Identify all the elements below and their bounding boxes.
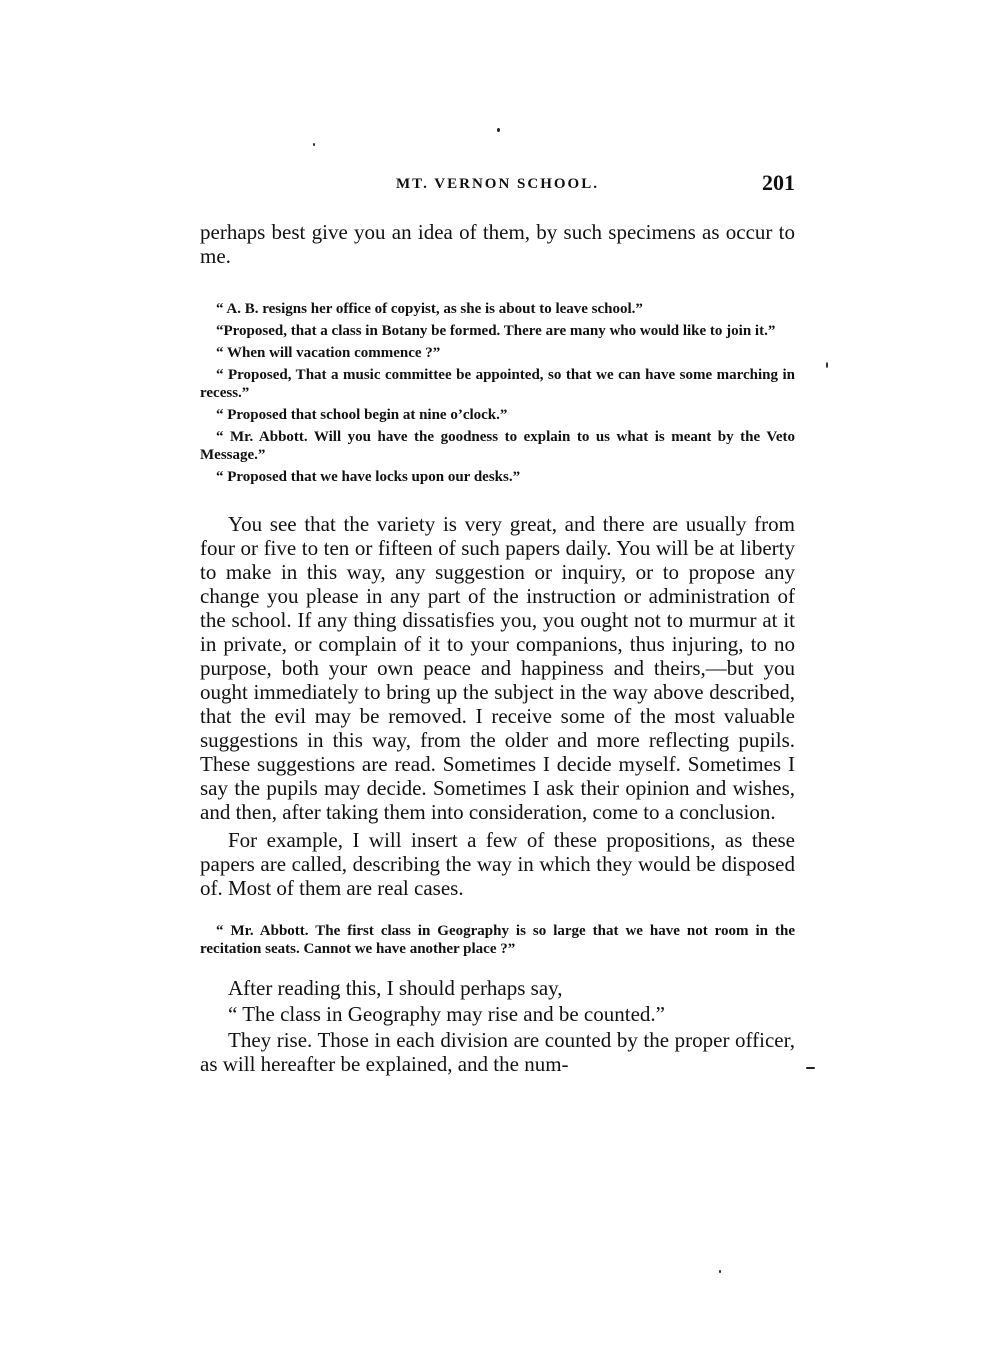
- page-number: 201: [762, 170, 795, 195]
- main-paragraph: You see that the variety is very great, and there are usually from four or five to ten or fifteen of such papers daily. You will be at liberty to make in this way, any suggestion or inquiry, or to propose any change you please in any part of the instruction or administration of the school. If any thing dissatisfies you, you ought not to murmur at it in private, or complain of it to your companions, thus injuring, to no purpose, both your own peace and happiness and theirs,—but you ought immediately to bring up the subject in the way above described, that the evil may be removed. I receive some of the most valuable suggestions in this way, from the older and more reflecting pupils. These suggestions are read. Sometimes I decide myself. Sometimes I say the pupils may decide. Sometimes I ask their opinion and wishes, and then, after taking them into consideration, come to a conclusion.: [200, 512, 795, 824]
- running-head: MT. VERNON SCHOOL.: [396, 176, 599, 192]
- specimen-quotes: [200, 300, 795, 486]
- quote-music-committee: “ Proposed, That a music committee be appointed, so that we can have some marching in recess.”: [200, 367, 795, 401]
- quote-geography: “ Mr. Abbott. The first class in Geography is so large that we have not room in the recitation seats. Cannot we have another place ?”: [200, 923, 795, 957]
- class-quote-line: “ The class in Geography may rise and be counted.”: [228, 1002, 665, 1026]
- print-speck: [719, 1270, 721, 1273]
- print-speck: [826, 362, 828, 368]
- quote-school-time: “ Proposed that school begin at nine o’clock.”: [216, 407, 508, 423]
- page-body: [200, 220, 795, 1076]
- print-speck: [497, 128, 500, 132]
- intro-paragraph: perhaps best give you an idea of them, by such specimens as occur to me.: [200, 220, 795, 268]
- page-header: [200, 170, 795, 200]
- after-reading-line: After reading this, I should perhaps say,: [228, 976, 563, 1000]
- quote-botany: “Proposed, that a class in Botany be formed. There are many who would like to join it.”: [216, 323, 776, 339]
- example-paragraph: For example, I will insert a few of these propositions, as these papers are called, describing the way in which they would be disposed of. Most of them are real cases.: [200, 828, 795, 900]
- print-speck: [806, 1067, 815, 1069]
- quote-veto-message: “ Mr. Abbott. Will you have the goodness to explain to us what is meant by the Veto Message.”: [200, 429, 795, 463]
- final-paragraph: They rise. Those in each division are counted by the proper officer, as will hereafter be explained, and the num-: [200, 1028, 795, 1076]
- print-speck: [313, 143, 315, 146]
- quote-copyist: “ A. B. resigns her office of copyist, as she is about to leave school.”: [216, 301, 643, 317]
- quote-vacation: “ When will vacation commence ?”: [216, 345, 441, 361]
- quote-locks: “ Proposed that we have locks upon our desks.”: [216, 469, 521, 485]
